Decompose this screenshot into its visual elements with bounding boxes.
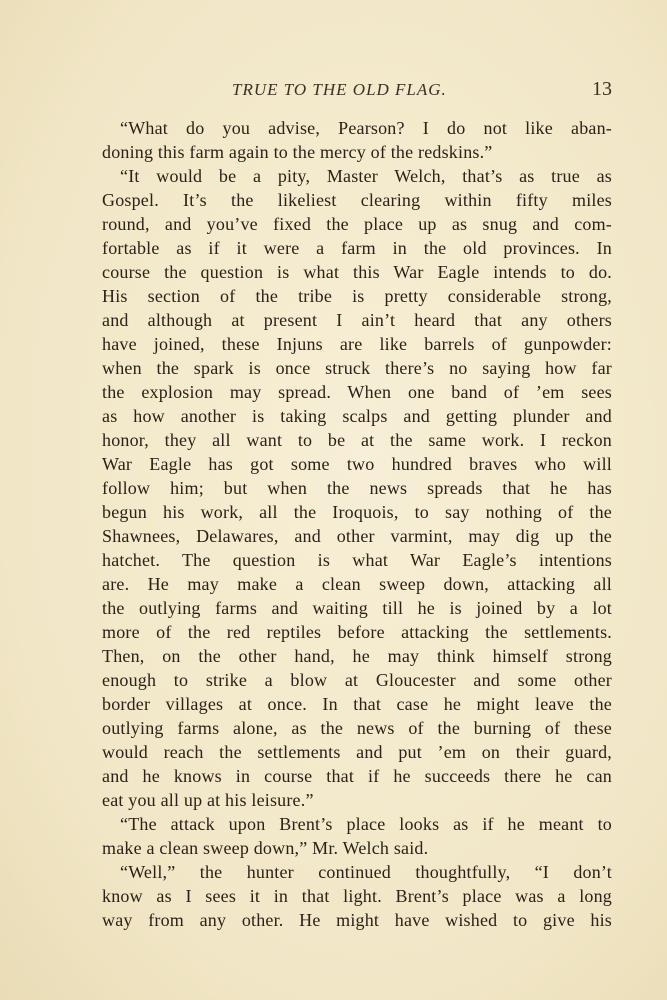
text-line: War Eagle has got some two hundred braves who will xyxy=(102,454,612,474)
text-line: follow him; but when the news spreads that he has xyxy=(102,478,612,498)
text-line: begun his work, all the Iroquois, to say nothing of the xyxy=(102,502,612,522)
text-line: and although at present I ain’t heard that any others xyxy=(102,310,612,330)
page-header xyxy=(102,78,612,104)
text-line: “It would be a pity, Master Welch, that’s as true as xyxy=(120,166,612,186)
text-line: enough to strike a blow at Gloucester and some other xyxy=(102,670,612,690)
text-line: Shawnees, Delawares, and other varmint, may dig up the xyxy=(102,526,612,546)
text-line: “Well,” the hunter continued thoughtfully, “I don’t xyxy=(120,862,612,882)
page-number: 13 xyxy=(592,78,612,100)
text-line: honor, they all want to be at the same work. I reckon xyxy=(102,430,612,450)
text-line: more of the red reptiles before attacking the settlements. xyxy=(102,622,612,642)
text-line: “What do you advise, Pearson? I do not like aban- xyxy=(120,118,612,138)
text-line: make a clean sweep down,” Mr. Welch said. xyxy=(102,838,429,858)
text-line: course the question is what this War Eagle intends to do. xyxy=(102,262,612,282)
text-line: have joined, these Injuns are like barrels of gunpowder: xyxy=(102,334,612,354)
text-line: know as I sees it in that light. Brent’s place was a long xyxy=(102,886,612,906)
text-line: round, and you’ve fixed the place up as snug and com- xyxy=(102,214,612,234)
text-line: are. He may make a clean sweep down, attacking all xyxy=(102,574,612,594)
text-line: border villages at once. In that case he might leave the xyxy=(102,694,612,714)
running-head: TRUE TO THE OLD FLAG. xyxy=(232,80,447,99)
text-line: as how another is taking scalps and getting plunder and xyxy=(102,406,612,426)
text-line: “The attack upon Brent’s place looks as if he meant to xyxy=(120,814,612,834)
text-line: doning this farm again to the mercy of the redskins.” xyxy=(102,142,493,162)
text-line: Then, on the other hand, he may think himself strong xyxy=(102,646,612,666)
text-line: when the spark is once struck there’s no saying how far xyxy=(102,358,612,378)
text-line: Gospel. It’s the likeliest clearing within fifty miles xyxy=(102,190,612,210)
text-line: outlying farms alone, as the news of the burning of these xyxy=(102,718,612,738)
body-text xyxy=(102,116,612,932)
text-line: the outlying farms and waiting till he is joined by a lot xyxy=(102,598,612,618)
text-line: the explosion may spread. When one band of ’em sees xyxy=(102,382,612,402)
text-line: His section of the tribe is pretty considerable strong, xyxy=(102,286,612,306)
text-line: way from any other. He might have wished to give his xyxy=(102,910,612,930)
text-line: would reach the settlements and put ’em on their guard, xyxy=(102,742,612,762)
text-line: and he knows in course that if he succeeds there he can xyxy=(102,766,612,786)
text-line: fortable as if it were a farm in the old provinces. In xyxy=(102,238,612,258)
text-line: eat you all up at his leisure.” xyxy=(102,790,314,810)
text-line: hatchet. The question is what War Eagle’s intentions xyxy=(102,550,612,570)
